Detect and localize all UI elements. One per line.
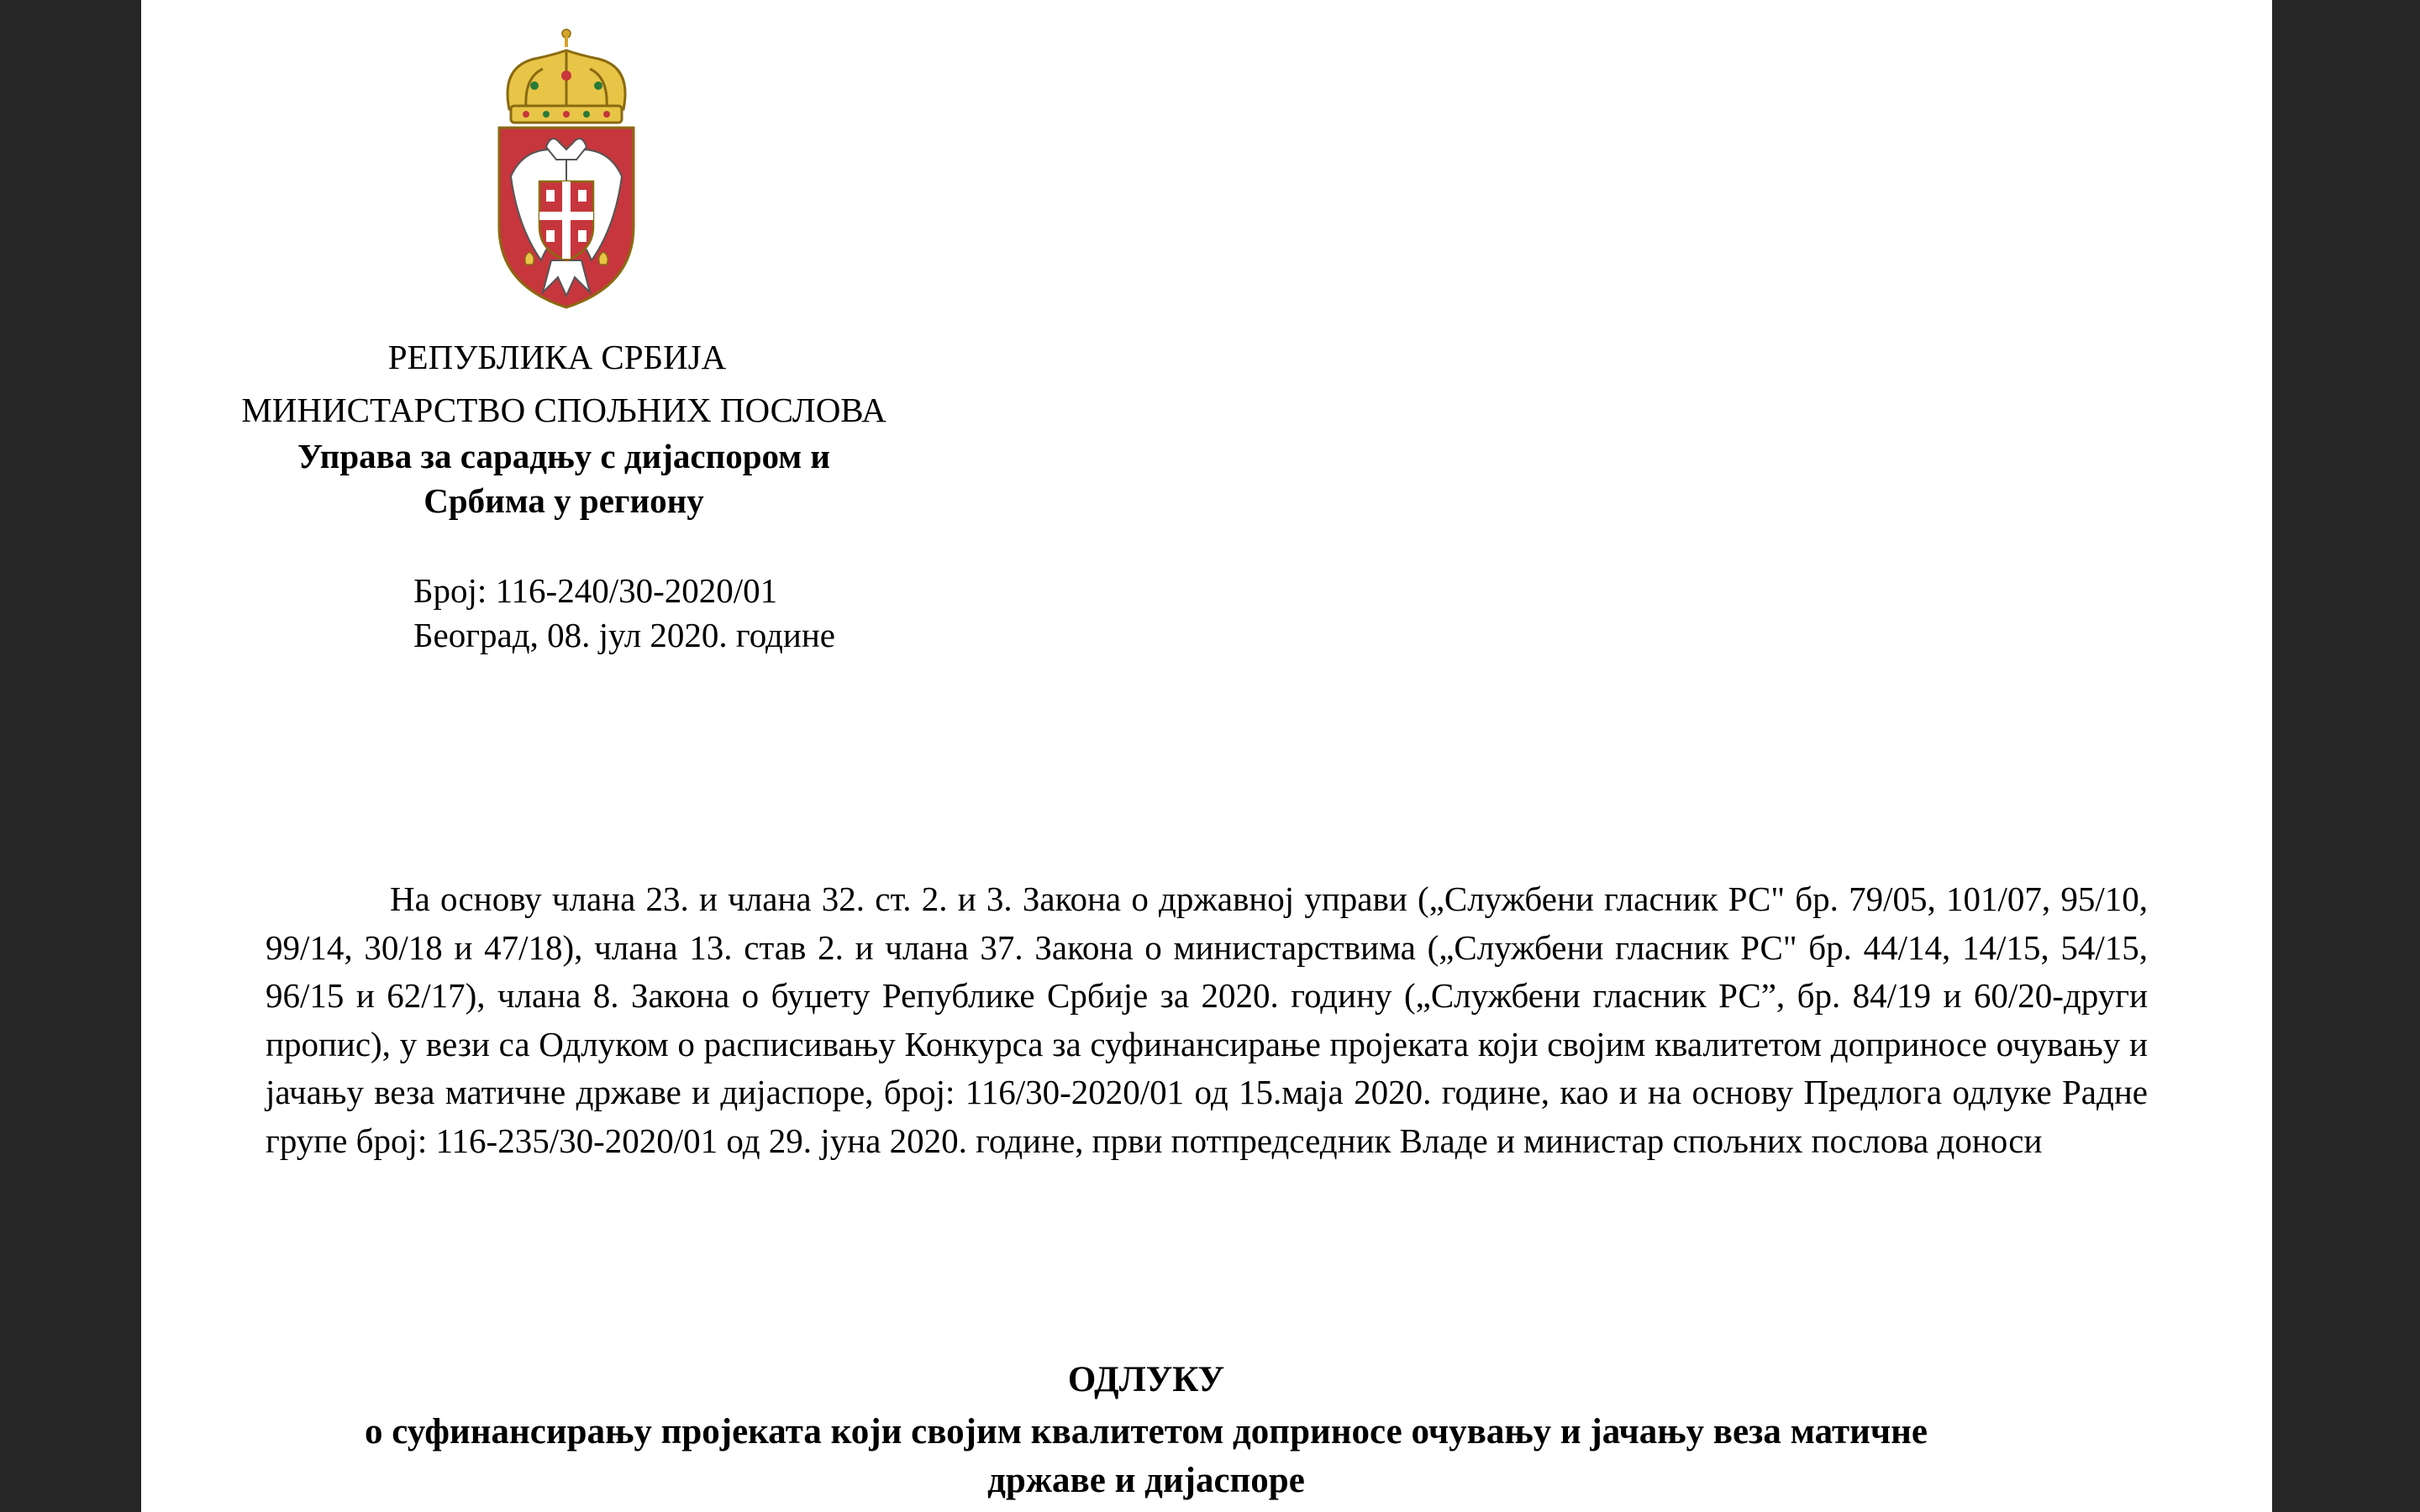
preamble-paragraph: На основу члана 23. и члана 32. ст. 2. и 3. Закона о државној управи („Службени гласник РС" бр. 79/05, 101/07, 95/10, 99/14, 30/18 и 47/18), члана 13. став 2. и члана 37. Закона о министарствима („Службени гласник РС" бр. 44/14, 14/15, 54/15, 96/15 и 62/17), члана 8. Закона о буџету Републике Србије за 2020. годину („Службени гласник РС”, бр. 84/19 и 60/20-други пропис), у вези са Одлуком о расписивању Конкурса за суфинансирање пројеката који својим квалитетом доприносе очувању и јачању веза матичне државе и дијаспоре, број: 116/30-2020/01 од 15.маја 2020. године, као и на основу Предлога одлуке Радне групе број: 116-235/30-2020/01 од 29. јуна 2020. године, први потпредседник Владе и министар спољних послова доноси xyxy=(266,879,2148,1160)
decision-subtitle-line2: државе и дијаспоре xyxy=(987,1461,1305,1500)
document-page[interactable] xyxy=(141,0,2272,1512)
reference-number: Број: 116-240/30-2020/01 xyxy=(413,571,778,610)
decision-subtitle-line1: о суфинансирању пројеката који својим квалитетом доприносе очувању и јачању веза матичне xyxy=(365,1412,1928,1452)
decision-title: ОДЛУКУ xyxy=(1067,1360,1225,1399)
department-name-line1: Управа за сарадњу с дијаспором и xyxy=(297,437,831,475)
crown-icon xyxy=(508,29,625,123)
place-and-date: Београд, 08. јул 2020. године xyxy=(413,616,835,654)
country-name: РЕПУБЛИКА СРБИЈА xyxy=(387,338,727,376)
department-name-line2: Србима у региону xyxy=(424,481,704,520)
ministry-name: МИНИСТАРСТВО СПОЉНИХ ПОСЛОВА xyxy=(241,391,886,429)
coat-of-arms-icon xyxy=(492,25,640,311)
